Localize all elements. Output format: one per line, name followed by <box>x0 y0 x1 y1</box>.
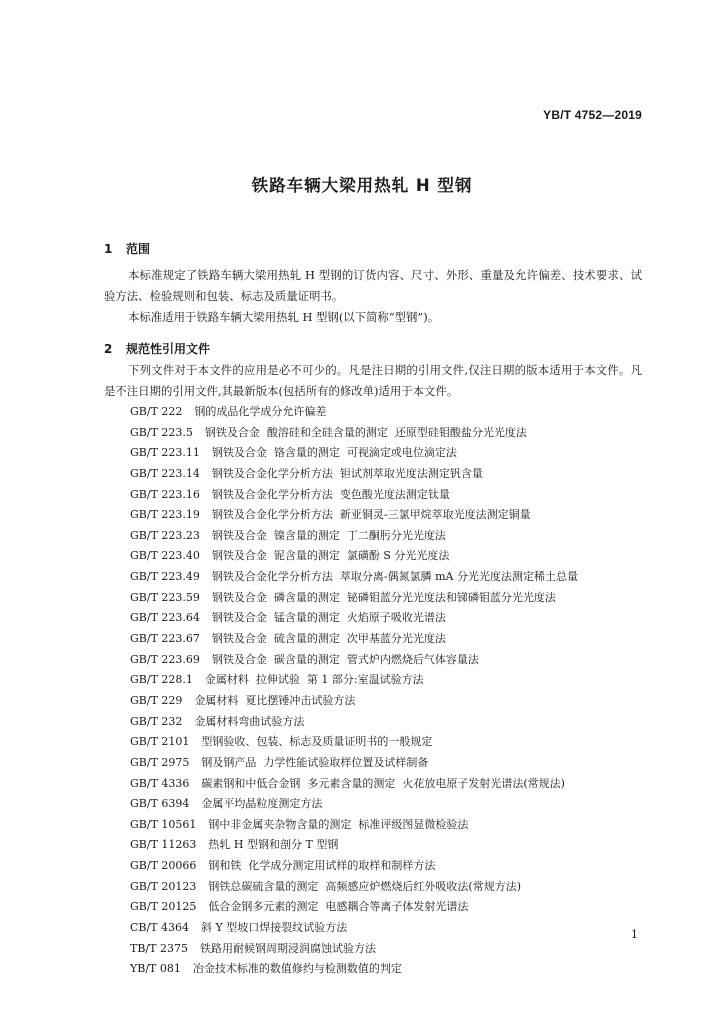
reference-item <box>130 959 578 980</box>
reference-code: GB/T 20123 <box>130 879 197 893</box>
reference-title: 金属材料弯曲试验方法 <box>194 714 305 728</box>
reference-title: 钢的成品化学成分允许偏差 <box>194 405 327 418</box>
reference-item <box>130 753 578 774</box>
reference-code: GB/T 223.11 <box>130 446 200 460</box>
reference-title: 铁路用耐候钢周期浸润腐蚀试验方法 <box>199 941 376 955</box>
reference-item <box>130 423 578 444</box>
reference-title: 热轧 H 型钢和剖分 T 型钢 <box>208 838 339 852</box>
reference-code: GB/T 223.19 <box>130 508 200 522</box>
reference-code: GB/T 223.23 <box>130 528 200 542</box>
reference-title: 钢铁总碳硫含量的测定 高频感应炉燃烧后红外吸收法(常规方法) <box>208 879 521 893</box>
reference-code: GB/T 11263 <box>130 838 197 852</box>
reference-item <box>130 629 578 650</box>
reference-code: GB/T 223.5 <box>130 425 193 439</box>
reference-title: 钢铁及合金 碳含量的测定 管式炉内燃烧后气体容量法 <box>211 652 479 666</box>
reference-code: GB/T 223.69 <box>130 652 200 666</box>
reference-item <box>130 670 578 691</box>
reference-code: GB/T 228.1 <box>130 673 193 687</box>
reference-item <box>130 650 578 671</box>
reference-title: 钢铁及合金化学分析方法 新亚铜灵-三氯甲烷萃取光度法测定铜量 <box>211 508 531 522</box>
reference-title: 钢铁及合金化学分析方法 变色酸光度法测定钛量 <box>211 487 450 501</box>
reference-item <box>130 608 578 629</box>
reference-item <box>130 897 578 918</box>
reference-code: GB/T 223.40 <box>130 549 200 563</box>
section-2-number: 2 <box>104 342 113 356</box>
reference-title: 钢中非金属夹杂物含量的测定 标准评级图显微检验法 <box>208 817 469 831</box>
reference-item <box>130 835 578 856</box>
reference-title: 钢铁及合金化学分析方法 钽试剂萃取光度法测定钒含量 <box>211 466 483 480</box>
section-2-title: 规范性引用文件 <box>126 342 211 356</box>
reference-item <box>130 526 578 547</box>
reference-item <box>130 918 578 939</box>
standard-code: YB/T 4752—2019 <box>543 108 642 122</box>
reference-code: GB/T 223.49 <box>130 570 200 584</box>
reference-title: 钢铁及合金 铌含量的测定 氯磺酚 S 分光光度法 <box>211 549 450 563</box>
reference-title: 低合金钢多元素的测定 电感耦合等离子体发射光谱法 <box>208 900 469 914</box>
reference-code: GB/T 4336 <box>130 776 190 790</box>
reference-title: 冶金技术标准的数值修约与检测数值的判定 <box>192 962 402 976</box>
reference-code: GB/T 6394 <box>130 797 190 811</box>
reference-title: 钢铁及合金 硫含量的测定 次甲基蓝分光光度法 <box>211 632 446 646</box>
reference-title: 钢铁及合金 镍含量的测定 丁二酮肟分光光度法 <box>211 528 446 542</box>
reference-title: 钢和铁 化学成分测定用试样的取样和制样方法 <box>208 859 436 873</box>
reference-code: GB/T 229 <box>130 693 183 707</box>
reference-title: 钢铁及合金 酸溶硅和全硅含量的测定 还原型硅钼酸盐分光光度法 <box>204 425 527 439</box>
page-number: 1 <box>631 928 638 941</box>
reference-item <box>130 505 578 526</box>
reference-item <box>130 567 578 588</box>
reference-title: 钢及钢产品 力学性能试验取样位置及试样制备 <box>201 755 429 769</box>
reference-code: GB/T 20066 <box>130 859 197 873</box>
section-1-heading <box>104 240 150 257</box>
reference-code: GB/T 223.67 <box>130 632 200 646</box>
reference-title: 斜 Y 型坡口焊接裂纹试验方法 <box>201 921 348 935</box>
reference-title: 钢铁及合金 锰含量的测定 火焰原子吸收光谱法 <box>211 611 446 625</box>
reference-code: YB/T 081 <box>130 962 181 976</box>
section-2-heading <box>104 340 210 357</box>
reference-code: GB/T 20125 <box>130 900 197 914</box>
reference-title: 金属材料 拉伸试验 第 1 部分:室温试验方法 <box>204 673 424 687</box>
reference-code: GB/T 2975 <box>130 755 190 769</box>
reference-item <box>130 485 578 506</box>
reference-item <box>130 588 578 609</box>
scope-paragraph-2: 本标准适用于铁路车辆大梁用热轧 H 型钢(以下简称“型钢”)。 <box>128 310 440 324</box>
reference-item <box>130 691 578 712</box>
reference-title: 金属材料 夏比摆锤冲击试验方法 <box>194 693 356 707</box>
reference-code: GB/T 2101 <box>130 735 190 749</box>
reference-code: GB/T 223.16 <box>130 487 200 501</box>
reference-code: TB/T 2375 <box>130 941 188 955</box>
section-1-title: 范围 <box>126 242 151 256</box>
reference-item <box>130 402 578 423</box>
reference-item <box>130 877 578 898</box>
reference-code: GB/T 223.64 <box>130 611 200 625</box>
reference-title: 碳素钢和中低合金钢 多元素含量的测定 火花放电原子发射光谱法(常规法) <box>201 776 565 790</box>
reference-list <box>130 402 578 980</box>
reference-item <box>130 443 578 464</box>
reference-item <box>130 546 578 567</box>
references-intro: 下列文件对于本文件的应用是必不可少的。凡是注日期的引用文件,仅注日期的版本适用于本文件。凡是不注日期的引用文件,其最新版本(包括所有的修改单)适用于本文件。 <box>104 363 642 398</box>
section-1-number: 1 <box>104 242 113 256</box>
reference-code: GB/T 223.59 <box>130 590 200 604</box>
reference-code: CB/T 4364 <box>130 921 190 935</box>
reference-item <box>130 939 578 960</box>
reference-title: 型钢验收、包装、标志及质量证明书的一般规定 <box>201 735 433 749</box>
reference-code: GB/T 222 <box>130 405 183 418</box>
scope-paragraph-1: 本标准规定了铁路车辆大梁用热轧 H 型钢的订货内容、尺寸、外形、重量及允许偏差、技术要求、试验方法、检验规则和包装、标志及质量证明书。 <box>104 268 642 303</box>
reference-code: GB/T 223.14 <box>130 466 200 480</box>
reference-item <box>130 732 578 753</box>
reference-item <box>130 464 578 485</box>
reference-code: GB/T 10561 <box>130 817 197 831</box>
reference-code: GB/T 232 <box>130 714 183 728</box>
reference-item <box>130 794 578 815</box>
reference-item <box>130 774 578 795</box>
reference-title: 钢铁及合金 磷含量的测定 铋磷钼蓝分光光度法和锑磷钼蓝分光光度法 <box>211 590 556 604</box>
reference-title: 钢铁及合金化学分析方法 萃取分离-偶氮氯膦 mA 分光光度法测定稀土总量 <box>211 570 578 584</box>
reference-title: 金属平均晶粒度测定方法 <box>201 797 323 811</box>
reference-item <box>130 712 578 733</box>
document-title: 铁路车辆大梁用热轧 H 型钢 <box>251 176 473 195</box>
reference-title: 钢铁及合金 铬含量的测定 可视滴定或电位滴定法 <box>211 446 457 460</box>
reference-item <box>130 856 578 877</box>
reference-item <box>130 815 578 836</box>
